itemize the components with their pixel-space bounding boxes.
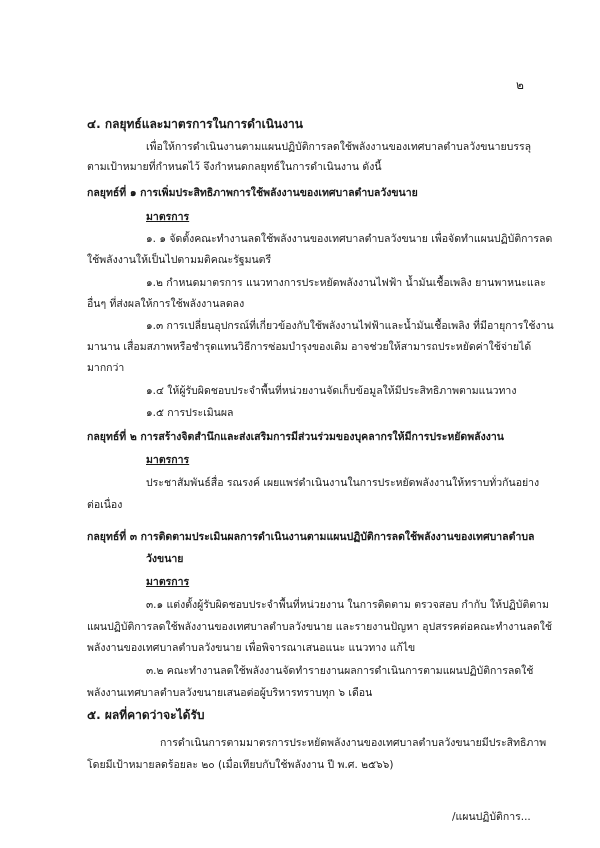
strategy-3-measure-1-line-1: ๓.๑ แต่งตั้งผู้รับผิดชอบประจำพื้นที่หน่วยงาน ในการติดตาม ตรวจสอบ กำกับ ให้ปฏิบัติตาม	[146, 599, 549, 611]
section-4-intro-line-1: เพื่อให้การดำเนินงานตามแผนปฏิบัติการลดใช้พลังงานของเทศบาลตำบลวังขนายบรรลุ	[146, 141, 532, 153]
strategy-1-measure-1-line-1: ๑. ๑ จัดตั้งคณะทำงานลดใช้พลังงานของเทศบาลตำบลวังขนาย เพื่อจัดทำแผนปฏิบัติการลด	[146, 233, 553, 245]
page-number: ๒	[516, 78, 524, 92]
strategy-1-measure-5: ๑.๕ การประเมินผล	[146, 407, 234, 419]
strategy-1-measure-1-line-2: ใช้พลังงานให้เป็นไปตามมติคณะรัฐมนตรี	[87, 254, 272, 266]
strategy-1-measure-3-line-2: มานาน เสื่อมสภาพหรือชำรุดแทนวิธีการซ่อมบำรุงของเดิม อาจช่วยให้สามารถประหยัดค่าใช้จ่ายได้	[87, 341, 532, 353]
strategy-1-measure-2-line-2: อื่นๆ ที่ส่งผลให้การใช้พลังงานลดลง	[87, 298, 245, 310]
section-4-heading: ๔. กลยุทธ์และมาตรการในการดำเนินงาน	[87, 117, 303, 131]
strategy-1-title: กลยุทธ์ที่ ๑ การเพิ่มประสิทธิภาพการใช้พลังงานของเทศบาลตำบลวังขนาย	[87, 187, 418, 199]
continuation-note: /แผนปฏิบัติการ...	[452, 811, 531, 823]
section-5-line-2: โดยมีเป้าหมายลดร้อยละ ๒๐ (เมื่อเทียบกับใช้พลังงาน ปี พ.ศ. ๒๕๖๖)	[87, 759, 394, 771]
strategy-3-title-line-1: กลยุทธ์ที่ ๓ การติดตามประเมินผลการดำเนินงานตามแผนปฏิบัติการลดใช้พลังงานของเทศบาลตำบล	[87, 531, 535, 543]
strategy-3-measure-1-line-2: แผนปฏิบัติการลดใช้พลังงานของเทศบาลตำบลวังขนาย และรายงานปัญหา อุปสรรคต่อคณะทำงานลดใช้	[87, 621, 552, 633]
section-4-intro-line-2: ตามเป้าหมายที่กำหนดไว้ จึงกำหนดกลยุทธ์ในการดำเนินงาน ดังนี้	[87, 161, 382, 173]
section-5-line-1: การดำเนินการตามมาตรการประหยัดพลังงานของเทศบาลตำบลวังขนายมีประสิทธิภาพ	[160, 737, 547, 749]
strategy-2-measures-label: มาตรการ	[146, 454, 190, 466]
strategy-3-measure-2-line-2: พลังงานเทศบาลตำบลวังขนายเสนอต่อผู้บริหารทราบทุก ๖ เดือน	[87, 687, 373, 699]
strategy-2-title: กลยุทธ์ที่ ๒ การสร้างจิตสำนึกและส่งเสริมการมีส่วนร่วมของบุคลากรให้มีการประหยัดพลังงาน	[87, 431, 504, 443]
strategy-1-measure-3-line-1: ๑.๓ การเปลี่ยนอุปกรณ์ที่เกี่ยวข้องกับใช้พลังงานไฟฟ้าและน้ำมันเชื้อเพลิง ที่มีอายุการใช้งาน	[146, 320, 554, 332]
strategy-2-line-1: ประชาสัมพันธ์สื่อ รณรงค์ เผยแพร่ดำเนินงานในการประหยัดพลังงานให้ทราบทั่วกันอย่าง	[146, 477, 540, 489]
strategy-3-measure-2-line-1: ๓.๒ คณะทำงานลดใช้พลังงานจัดทำรายงานผลการดำเนินการตามแผนปฏิบัติการลดใช้	[146, 665, 534, 677]
section-5-heading: ๕. ผลที่คาดว่าจะได้รับ	[87, 708, 205, 722]
strategy-3-measures-label: มาตรการ	[146, 576, 190, 588]
strategy-1-measures-label: มาตรการ	[146, 211, 190, 223]
strategy-3-title-line-2: วังขนาย	[146, 553, 184, 565]
strategy-1-measure-2-line-1: ๑.๒ กำหนดมาตรการ แนวทางการประหยัดพลังงานไฟฟ้า น้ำมันเชื้อเพลิง ยานพาหนะและ	[146, 277, 546, 289]
strategy-1-measure-4: ๑.๔ ให้ผู้รับผิดชอบประจำพื้นที่หน่วยงานจัดเก็บข้อมูลให้มีประสิทธิภาพตามแนวทาง	[146, 385, 517, 397]
strategy-2-line-2: ต่อเนื่อง	[87, 499, 123, 511]
strategy-3-measure-1-line-3: พลังงานของเทศบาลตำบลวังขนาย เพื่อพิจารณาเสนอแนะ แนวทาง แก้ไข	[87, 642, 416, 654]
strategy-1-measure-3-line-3: มากกว่า	[87, 362, 125, 374]
